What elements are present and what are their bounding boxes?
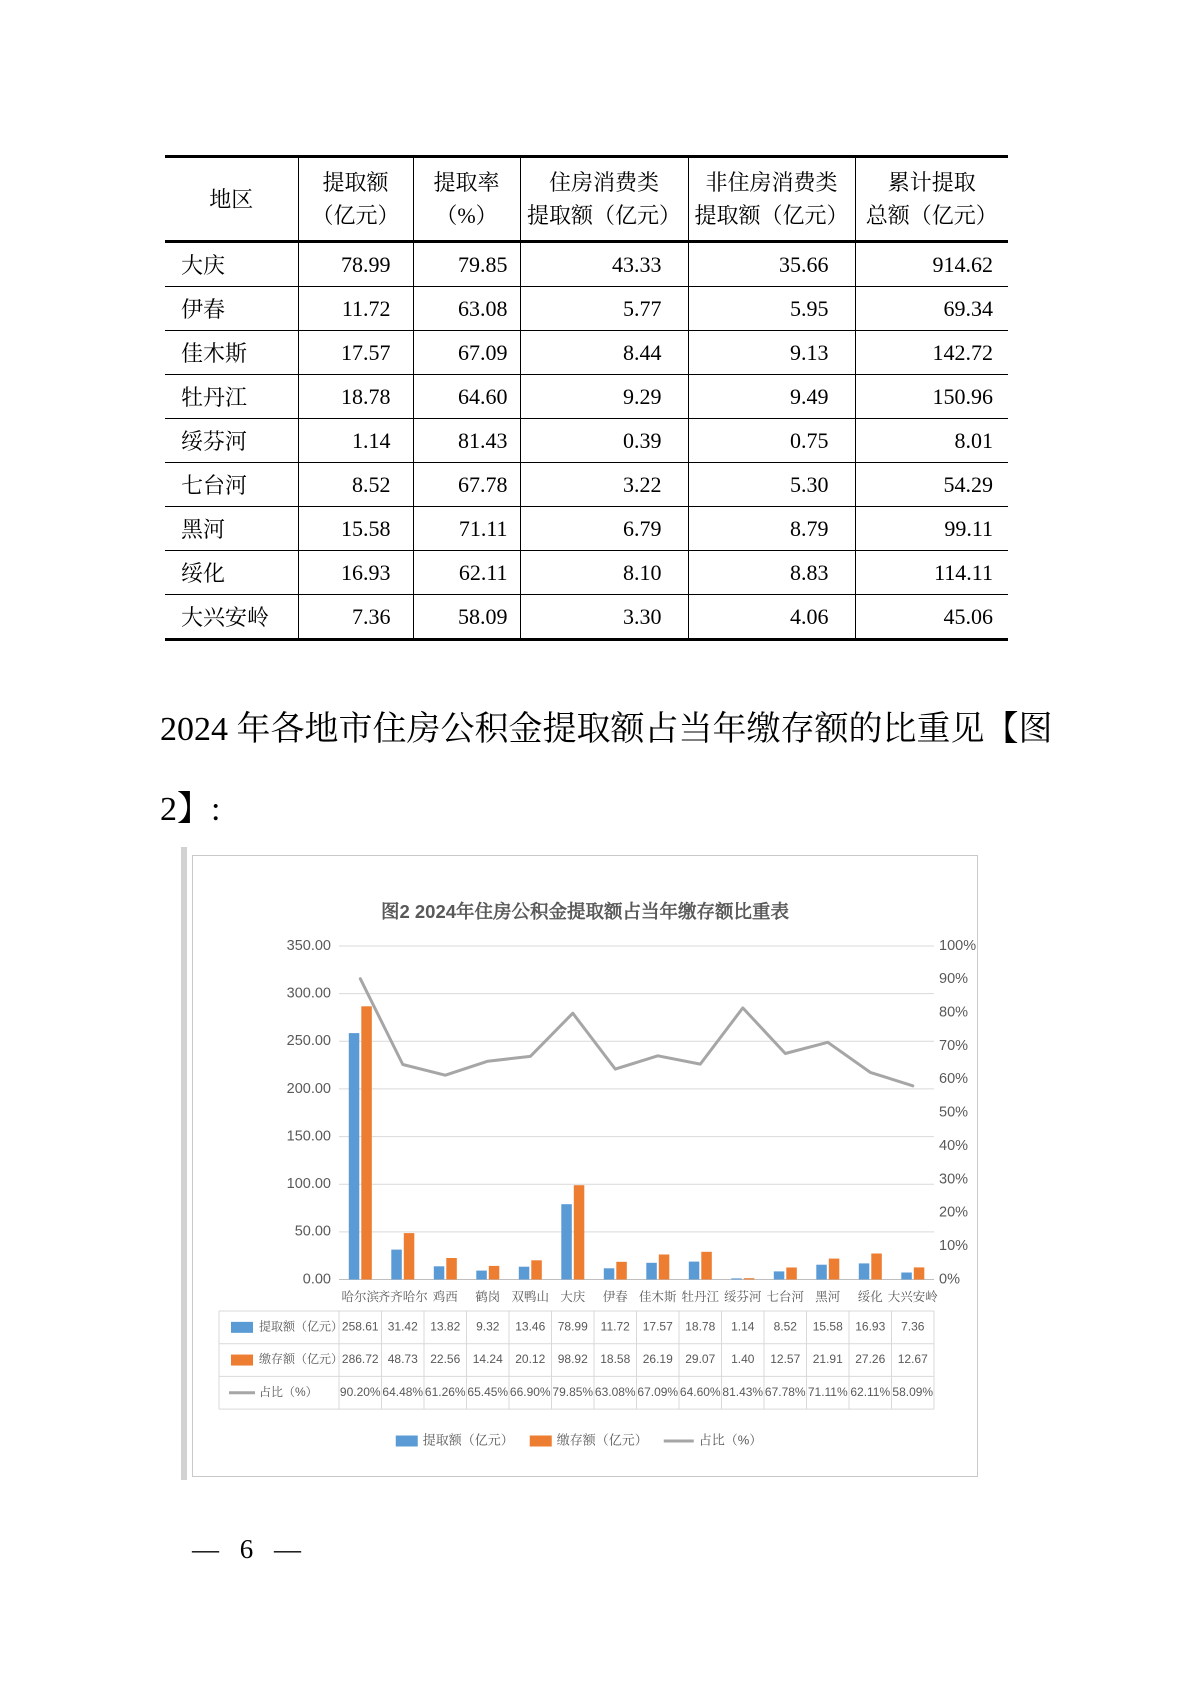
region-cell: 牡丹江	[165, 375, 298, 419]
bar-jiaocun-e	[829, 1259, 840, 1280]
left-axis-tick: 50.00	[294, 1223, 331, 1240]
x-axis-label: 哈尔滨	[341, 1290, 380, 1304]
bar-jiaocun-e	[616, 1262, 627, 1280]
chart-table-cell: 58.09%	[892, 1384, 934, 1399]
chart-table-cell: 9.32	[476, 1319, 500, 1334]
x-axis-label: 鹤岗	[475, 1290, 501, 1304]
value-cell: 67.78	[413, 463, 520, 507]
chart-table-cell: 21.91	[812, 1352, 843, 1367]
value-cell: 8.79	[688, 507, 855, 551]
left-axis-tick: 100.00	[286, 1176, 331, 1193]
right-axis-tick: 80%	[939, 1004, 969, 1021]
figure2-chart	[192, 855, 978, 1477]
chart-table-cell: 64.60%	[679, 1384, 721, 1399]
right-axis-tick: 40%	[939, 1137, 969, 1154]
value-cell: 45.06	[855, 595, 1008, 640]
bar-jiaocun-e	[446, 1258, 457, 1280]
chart-table-cell: 8.52	[773, 1319, 797, 1334]
value-cell: 8.44	[520, 331, 688, 375]
chart-table-cell: 65.45%	[467, 1384, 509, 1399]
chart-table-cell: 286.72	[341, 1352, 379, 1367]
chart-table-cell: 78.99	[557, 1319, 588, 1334]
value-cell: 18.78	[298, 375, 413, 419]
right-axis-tick: 0%	[939, 1271, 960, 1288]
bar-jiaocun-e	[659, 1255, 670, 1280]
chart-table-cell: 12.57	[770, 1352, 801, 1367]
bar-tiqu-e	[476, 1271, 487, 1280]
table-legend-key	[231, 1355, 253, 1366]
legend-label: 提取额（亿元）	[422, 1432, 514, 1448]
value-cell: 8.52	[298, 463, 413, 507]
paragraph-line-1: 2024 年各地市住房公积金提取额占当年缴存额的比重见【图	[160, 711, 1053, 748]
table-row	[165, 419, 1008, 463]
table-row	[165, 375, 1008, 419]
value-cell: 79.85	[413, 242, 520, 287]
chart-table-cell: 90.20%	[339, 1384, 381, 1399]
x-axis-label: 鸡西	[432, 1290, 458, 1304]
left-axis-tick: 250.00	[286, 1033, 331, 1050]
x-axis-label: 牡丹江	[681, 1290, 720, 1304]
chart-left-gutter	[181, 847, 187, 1480]
chart-table-cell: 61.26%	[424, 1384, 466, 1399]
chart-table-cell: 13.82	[430, 1319, 461, 1334]
bar-jiaocun-e	[871, 1254, 882, 1280]
table-row	[165, 331, 1008, 375]
bar-jiaocun-e	[914, 1267, 925, 1279]
value-cell: 914.62	[855, 242, 1008, 287]
chart-table-cell: 14.24	[472, 1352, 503, 1367]
x-axis-label: 双鸭山	[511, 1290, 550, 1304]
value-cell: 99.11	[855, 507, 1008, 551]
x-axis-label: 黑河	[815, 1290, 841, 1304]
table-header-row	[165, 157, 1008, 242]
chart-table-cell: 63.08%	[594, 1384, 636, 1399]
value-cell: 43.33	[520, 242, 688, 287]
region-cell: 黑河	[165, 507, 298, 551]
value-cell: 17.57	[298, 331, 413, 375]
chart-table-cell: 12.67	[897, 1352, 928, 1367]
bar-jiaocun-e	[404, 1233, 415, 1279]
region-cell: 绥化	[165, 551, 298, 595]
bar-jiaocun-e	[574, 1185, 585, 1279]
value-cell: 3.30	[520, 595, 688, 640]
bar-tiqu-e	[519, 1267, 530, 1280]
table-row	[165, 463, 1008, 507]
left-axis-tick: 300.00	[286, 985, 331, 1002]
chart-table-cell: 26.19	[642, 1352, 673, 1367]
x-axis-label: 佳木斯	[638, 1290, 677, 1304]
chart-table-cell: 1.40	[731, 1352, 755, 1367]
bar-jiaocun-e	[744, 1278, 755, 1279]
legend-label: 缴存额（亿元）	[556, 1432, 648, 1448]
region-cell: 佳木斯	[165, 331, 298, 375]
left-axis-tick: 200.00	[286, 1080, 331, 1097]
chart-table-cell: 18.78	[685, 1319, 716, 1334]
chart-table-cell: 15.58	[812, 1319, 843, 1334]
value-cell: 54.29	[855, 463, 1008, 507]
bar-tiqu-e	[689, 1262, 700, 1280]
bar-tiqu-e	[391, 1250, 402, 1280]
table-row	[165, 242, 1008, 287]
bar-tiqu-e	[816, 1265, 827, 1280]
table-body	[165, 242, 1008, 640]
column-header: 提取额 （亿元）	[298, 157, 413, 242]
value-cell: 67.09	[413, 331, 520, 375]
bar-tiqu-e	[731, 1278, 742, 1279]
column-header: 非住房消费类 提取额（亿元）	[688, 157, 855, 242]
chart-table-cell: 7.36	[901, 1319, 925, 1334]
chart-table-cell: 22.56	[430, 1352, 461, 1367]
legend-key	[396, 1436, 418, 1447]
right-axis-tick: 90%	[939, 971, 969, 988]
bar-tiqu-e	[434, 1266, 445, 1279]
chart-table-cell: 67.09%	[637, 1384, 679, 1399]
bar-tiqu-e	[561, 1204, 572, 1279]
x-axis-label: 绥芬河	[723, 1290, 762, 1304]
bar-tiqu-e	[349, 1033, 360, 1279]
value-cell: 142.72	[855, 331, 1008, 375]
left-axis-tick: 0.00	[302, 1271, 331, 1288]
value-cell: 9.13	[688, 331, 855, 375]
table-row	[165, 595, 1008, 640]
left-axis-tick: 150.00	[286, 1128, 331, 1145]
bar-jiaocun-e	[701, 1252, 712, 1280]
chart-table-cell: 81.43%	[722, 1384, 764, 1399]
value-cell: 15.58	[298, 507, 413, 551]
x-axis-label: 大兴安岭	[887, 1290, 938, 1304]
value-cell: 5.95	[688, 287, 855, 331]
bar-jiaocun-e	[489, 1266, 500, 1280]
chart-table-row-label: 提取额（亿元）	[259, 1319, 344, 1334]
chart-table-cell: 20.12	[515, 1352, 546, 1367]
chart-table-cell: 64.48%	[382, 1384, 424, 1399]
right-axis-tick: 30%	[939, 1171, 969, 1188]
left-axis-tick: 350.00	[286, 937, 331, 954]
chart-table-row-label: 占比（%）	[259, 1384, 318, 1399]
chart-table-cell: 48.73	[387, 1352, 418, 1367]
legend-label: 占比（%）	[698, 1432, 763, 1448]
value-cell: 5.77	[520, 287, 688, 331]
value-cell: 81.43	[413, 419, 520, 463]
right-axis-tick: 60%	[939, 1071, 969, 1088]
table-row	[165, 507, 1008, 551]
bar-tiqu-e	[604, 1268, 615, 1279]
chart-table-cell: 18.58	[600, 1352, 631, 1367]
value-cell: 63.08	[413, 287, 520, 331]
bar-jiaocun-e	[361, 1006, 372, 1279]
table-legend-key	[231, 1322, 253, 1333]
value-cell: 35.66	[688, 242, 855, 287]
bar-jiaocun-e	[531, 1260, 542, 1279]
chart-table-cell: 67.78%	[764, 1384, 806, 1399]
paragraph-line-2: 2】:	[160, 791, 221, 828]
value-cell: 11.72	[298, 287, 413, 331]
region-cell: 七台河	[165, 463, 298, 507]
bar-tiqu-e	[646, 1263, 657, 1280]
chart-table-cell: 66.90%	[509, 1384, 551, 1399]
value-cell: 114.11	[855, 551, 1008, 595]
ratio-line	[360, 979, 913, 1086]
value-cell: 4.06	[688, 595, 855, 640]
chart-title: 图2 2024年住房公积金提取额占当年缴存额比重表	[380, 901, 790, 922]
x-axis-label: 齐齐哈尔	[377, 1290, 428, 1304]
value-cell: 9.29	[520, 375, 688, 419]
legend-key	[530, 1436, 552, 1447]
value-cell: 64.60	[413, 375, 520, 419]
chart-table-cell: 11.72	[600, 1319, 630, 1334]
value-cell: 8.83	[688, 551, 855, 595]
value-cell: 6.79	[520, 507, 688, 551]
chart-table-cell: 16.93	[855, 1319, 886, 1334]
figure2-chart-svg	[193, 856, 977, 1476]
region-extraction-table	[165, 155, 1008, 641]
value-cell: 3.22	[520, 463, 688, 507]
value-cell: 8.01	[855, 419, 1008, 463]
value-cell: 58.09	[413, 595, 520, 640]
value-cell: 9.49	[688, 375, 855, 419]
column-header: 累计提取 总额（亿元）	[855, 157, 1008, 242]
value-cell: 150.96	[855, 375, 1008, 419]
bar-tiqu-e	[774, 1271, 785, 1279]
right-axis-tick: 70%	[939, 1037, 969, 1054]
chart-table-cell: 258.61	[341, 1319, 379, 1334]
value-cell: 69.34	[855, 287, 1008, 331]
value-cell: 1.14	[298, 419, 413, 463]
value-cell: 71.11	[413, 507, 520, 551]
value-cell: 5.30	[688, 463, 855, 507]
right-axis-tick: 100%	[939, 937, 977, 954]
right-axis-tick: 10%	[939, 1237, 969, 1254]
value-cell: 62.11	[413, 551, 520, 595]
right-axis-tick: 50%	[939, 1104, 969, 1121]
table-row	[165, 551, 1008, 595]
value-cell: 7.36	[298, 595, 413, 640]
bar-tiqu-e	[859, 1263, 870, 1279]
x-axis-label: 大庆	[560, 1290, 586, 1304]
chart-table-cell: 1.14	[731, 1319, 755, 1334]
x-axis-label: 绥化	[857, 1290, 883, 1304]
chart-table-cell: 79.85%	[552, 1384, 594, 1399]
region-cell: 大兴安岭	[165, 595, 298, 640]
x-axis-label: 伊春	[602, 1290, 628, 1304]
chart-table-cell: 13.46	[515, 1319, 546, 1334]
chart-table-cell: 62.11%	[850, 1384, 891, 1399]
body-paragraph	[160, 690, 1055, 850]
value-cell: 0.75	[688, 419, 855, 463]
region-cell: 伊春	[165, 287, 298, 331]
column-header: 住房消费类 提取额（亿元）	[520, 157, 688, 242]
table-row	[165, 287, 1008, 331]
page-number: — 6 —	[192, 1534, 308, 1564]
region-cell: 绥芬河	[165, 419, 298, 463]
region-cell: 大庆	[165, 242, 298, 287]
chart-table-cell: 71.11%	[807, 1384, 848, 1399]
value-cell: 16.93	[298, 551, 413, 595]
value-cell: 0.39	[520, 419, 688, 463]
bar-tiqu-e	[901, 1273, 912, 1280]
chart-table-row-label: 缴存额（亿元）	[259, 1352, 344, 1367]
bar-jiaocun-e	[786, 1268, 797, 1280]
column-header: 提取率 （%）	[413, 157, 520, 242]
value-cell: 8.10	[520, 551, 688, 595]
chart-table-cell: 29.07	[685, 1352, 716, 1367]
chart-table-cell: 17.57	[642, 1319, 673, 1334]
x-axis-label: 七台河	[766, 1290, 805, 1304]
chart-table-cell: 27.26	[855, 1352, 886, 1367]
chart-table-cell: 98.92	[557, 1352, 588, 1367]
right-axis-tick: 20%	[939, 1204, 969, 1221]
column-header: 地区	[165, 157, 298, 242]
value-cell: 78.99	[298, 242, 413, 287]
chart-table-cell: 31.42	[387, 1319, 418, 1334]
